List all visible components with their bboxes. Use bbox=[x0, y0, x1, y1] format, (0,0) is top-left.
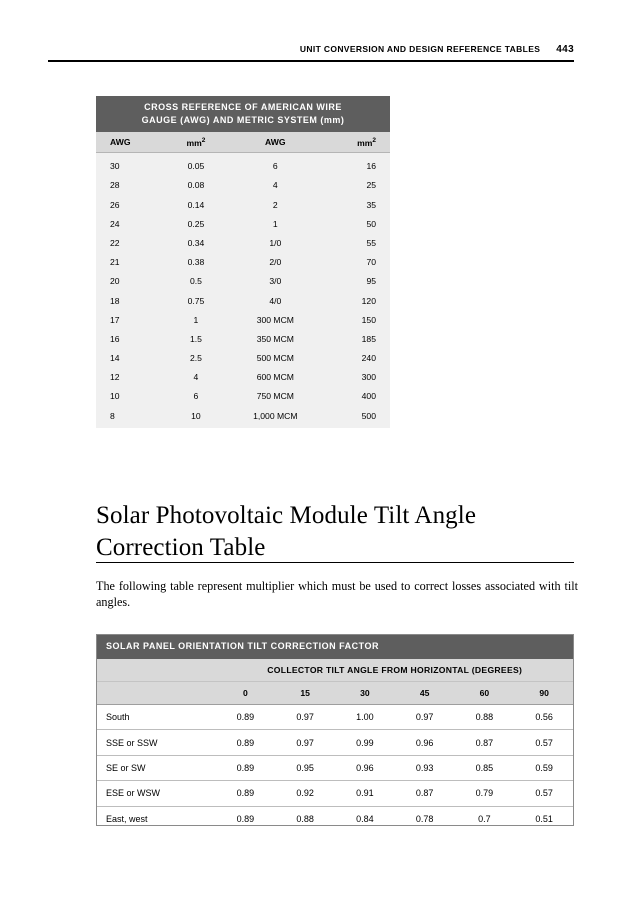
awg-col-header-1: AWG bbox=[96, 132, 161, 153]
section-title-divider bbox=[96, 562, 574, 563]
table-cell: 16 bbox=[96, 329, 161, 348]
section-title-line-1: Solar Photovoltaic Module Tilt Angle bbox=[96, 502, 477, 529]
tilt-row-label: ESE or WSW bbox=[96, 781, 216, 806]
table-cell: 0.57 bbox=[514, 730, 574, 755]
table-row bbox=[96, 233, 390, 252]
tilt-row-label: SE or SW bbox=[96, 755, 216, 780]
table-cell: 0.56 bbox=[514, 705, 574, 730]
table-cell: 17 bbox=[96, 310, 161, 329]
table-cell: 0.87 bbox=[455, 730, 515, 755]
table-row bbox=[96, 755, 574, 780]
awg-col-header-3: AWG bbox=[231, 132, 319, 153]
table-cell: 95 bbox=[319, 272, 390, 291]
awg-col-header-2: $mm^2$ bbox=[161, 132, 232, 153]
awg-table-body bbox=[96, 153, 390, 428]
table-cell: 1.00 bbox=[335, 705, 395, 730]
section-title bbox=[96, 500, 574, 564]
table-cell: 0.96 bbox=[395, 730, 455, 755]
superscript-two: 2 bbox=[201, 136, 206, 144]
table-cell: 1 bbox=[161, 310, 232, 329]
table-cell: 2 bbox=[231, 195, 319, 214]
table-cell: 0.34 bbox=[161, 233, 232, 252]
table-cell: 0.97 bbox=[275, 705, 335, 730]
table-cell: 35 bbox=[319, 195, 390, 214]
table-cell: 500 MCM bbox=[231, 349, 319, 368]
table-cell: 0.88 bbox=[275, 806, 335, 831]
table-cell: 0.57 bbox=[514, 781, 574, 806]
table-cell: 0.89 bbox=[216, 806, 276, 831]
table-cell: 22 bbox=[96, 233, 161, 252]
table-row bbox=[96, 406, 390, 428]
tilt-table-body bbox=[96, 705, 574, 831]
table-row bbox=[96, 310, 390, 329]
table-cell: 120 bbox=[319, 291, 390, 310]
table-cell: 0.51 bbox=[514, 806, 574, 831]
table-cell: 0.96 bbox=[335, 755, 395, 780]
tilt-row-label: SSE or SSW bbox=[96, 730, 216, 755]
awg-table-title bbox=[96, 96, 390, 132]
table-cell: 240 bbox=[319, 349, 390, 368]
table-cell: 25 bbox=[319, 176, 390, 195]
tilt-row-label: East, west bbox=[96, 806, 216, 831]
table-cell: 0.97 bbox=[395, 705, 455, 730]
table-cell: 0.89 bbox=[216, 781, 276, 806]
page-running-head bbox=[48, 44, 574, 55]
awg-table-title-row bbox=[96, 96, 390, 132]
table-cell: 55 bbox=[319, 233, 390, 252]
table-cell: 150 bbox=[319, 310, 390, 329]
tilt-angle-header-cell: 60 bbox=[455, 682, 515, 705]
page-number: 443 bbox=[556, 44, 574, 55]
table-cell: 0.89 bbox=[216, 705, 276, 730]
tilt-span-header: COLLECTOR TILT ANGLE FROM HORIZONTAL (DEGREES) bbox=[216, 659, 575, 682]
table-cell: 0.75 bbox=[161, 291, 232, 310]
table-cell: 28 bbox=[96, 176, 161, 195]
tilt-angle-blank-cell bbox=[96, 682, 216, 705]
table-cell: 1 bbox=[231, 214, 319, 233]
table-cell: 0.87 bbox=[395, 781, 455, 806]
table-cell: 16 bbox=[319, 153, 390, 176]
table-cell: 0.92 bbox=[275, 781, 335, 806]
table-cell: 0.89 bbox=[216, 730, 276, 755]
table-cell: 4 bbox=[161, 368, 232, 387]
table-cell: 1/0 bbox=[231, 233, 319, 252]
table-cell: 0.84 bbox=[335, 806, 395, 831]
awg-metric-cross-reference-table bbox=[96, 96, 390, 428]
table-cell: 350 MCM bbox=[231, 329, 319, 348]
table-cell: 2.5 bbox=[161, 349, 232, 368]
table-cell: 0.25 bbox=[161, 214, 232, 233]
tilt-table-title-row bbox=[96, 634, 574, 659]
table-cell: 24 bbox=[96, 214, 161, 233]
awg-col-header-4: $mm^2$ bbox=[319, 132, 390, 153]
table-cell: 500 bbox=[319, 406, 390, 428]
table-cell: 185 bbox=[319, 329, 390, 348]
section-intro-paragraph: The following table represent multiplier which must be used to correct losses associated with tilt angles. bbox=[96, 579, 578, 610]
table-row bbox=[96, 349, 390, 368]
table-cell: 50 bbox=[319, 214, 390, 233]
table-row bbox=[96, 730, 574, 755]
section-title-line-2: Correction Table bbox=[96, 533, 266, 561]
table-cell: 300 bbox=[319, 368, 390, 387]
table-cell: 750 MCM bbox=[231, 387, 319, 406]
table-cell: 70 bbox=[319, 253, 390, 272]
awg-title-line-1: CROSS REFERENCE OF AMERICAN WIRE bbox=[144, 101, 342, 112]
tilt-span-header-row bbox=[96, 659, 574, 682]
table-row bbox=[96, 153, 390, 176]
tilt-angle-header-cell: 30 bbox=[335, 682, 395, 705]
tilt-angle-header-row bbox=[96, 682, 574, 705]
table-cell: 0.05 bbox=[161, 153, 232, 176]
table-cell: 400 bbox=[319, 387, 390, 406]
table-cell: 4 bbox=[231, 176, 319, 195]
table-row bbox=[96, 214, 390, 233]
table-cell: 4/0 bbox=[231, 291, 319, 310]
superscript-two: 2 bbox=[372, 136, 376, 144]
table-row bbox=[96, 368, 390, 387]
table-cell: 0.91 bbox=[335, 781, 395, 806]
tilt-angle-header-cell: 45 bbox=[395, 682, 455, 705]
table-cell: 0.08 bbox=[161, 176, 232, 195]
table-cell: 0.88 bbox=[455, 705, 515, 730]
tilt-span-blank-cell bbox=[96, 659, 216, 682]
table-row bbox=[96, 387, 390, 406]
table-cell: 8 bbox=[96, 406, 161, 428]
tilt-angle-header-cell: 15 bbox=[275, 682, 335, 705]
table-cell: 0.89 bbox=[216, 755, 276, 780]
table-cell: 0.14 bbox=[161, 195, 232, 214]
table-cell: 1,000 MCM bbox=[231, 406, 319, 428]
table-cell: 18 bbox=[96, 291, 161, 310]
table-cell: 12 bbox=[96, 368, 161, 387]
table-cell: 0.59 bbox=[514, 755, 574, 780]
table-row bbox=[96, 195, 390, 214]
table-cell: 0.7 bbox=[455, 806, 515, 831]
table-cell: 0.79 bbox=[455, 781, 515, 806]
tilt-row-label: South bbox=[96, 705, 216, 730]
table-row bbox=[96, 705, 574, 730]
table-cell: 20 bbox=[96, 272, 161, 291]
table-cell: 0.5 bbox=[161, 272, 232, 291]
table-cell: 1.5 bbox=[161, 329, 232, 348]
table-row bbox=[96, 253, 390, 272]
table-row bbox=[96, 329, 390, 348]
awg-title-line-2: GAUGE (AWG) AND METRIC SYSTEM (mm) bbox=[141, 115, 345, 126]
tilt-angle-header-cell: 0 bbox=[216, 682, 276, 705]
table-cell: 0.38 bbox=[161, 253, 232, 272]
table-cell: 0.78 bbox=[395, 806, 455, 831]
table-cell: 21 bbox=[96, 253, 161, 272]
table-cell: 0.95 bbox=[275, 755, 335, 780]
table-cell: 300 MCM bbox=[231, 310, 319, 329]
tilt-angle-header-cell: 90 bbox=[514, 682, 574, 705]
table-cell: 10 bbox=[96, 387, 161, 406]
table-cell: 30 bbox=[96, 153, 161, 176]
table-cell: 0.97 bbox=[275, 730, 335, 755]
table-row bbox=[96, 291, 390, 310]
running-head-text: UNIT CONVERSION AND DESIGN REFERENCE TABLES bbox=[299, 44, 541, 54]
table-row bbox=[96, 272, 390, 291]
table-cell: 6 bbox=[231, 153, 319, 176]
table-cell: 6 bbox=[161, 387, 232, 406]
table-row bbox=[96, 176, 390, 195]
table-cell: 14 bbox=[96, 349, 161, 368]
table-cell: 600 MCM bbox=[231, 368, 319, 387]
table-cell: 0.93 bbox=[395, 755, 455, 780]
tilt-correction-factor-table bbox=[96, 634, 574, 831]
awg-column-header-row bbox=[96, 132, 390, 153]
table-cell: 26 bbox=[96, 195, 161, 214]
table-cell: 0.99 bbox=[335, 730, 395, 755]
table-cell: 3/0 bbox=[231, 272, 319, 291]
table-cell: 10 bbox=[161, 406, 232, 428]
table-cell: 0.85 bbox=[455, 755, 515, 780]
table-cell: 2/0 bbox=[231, 253, 319, 272]
table-row bbox=[96, 806, 574, 831]
header-divider bbox=[48, 60, 574, 62]
table-row bbox=[96, 781, 574, 806]
tilt-table-title: SOLAR PANEL ORIENTATION TILT CORRECTION FACTOR bbox=[96, 634, 574, 659]
